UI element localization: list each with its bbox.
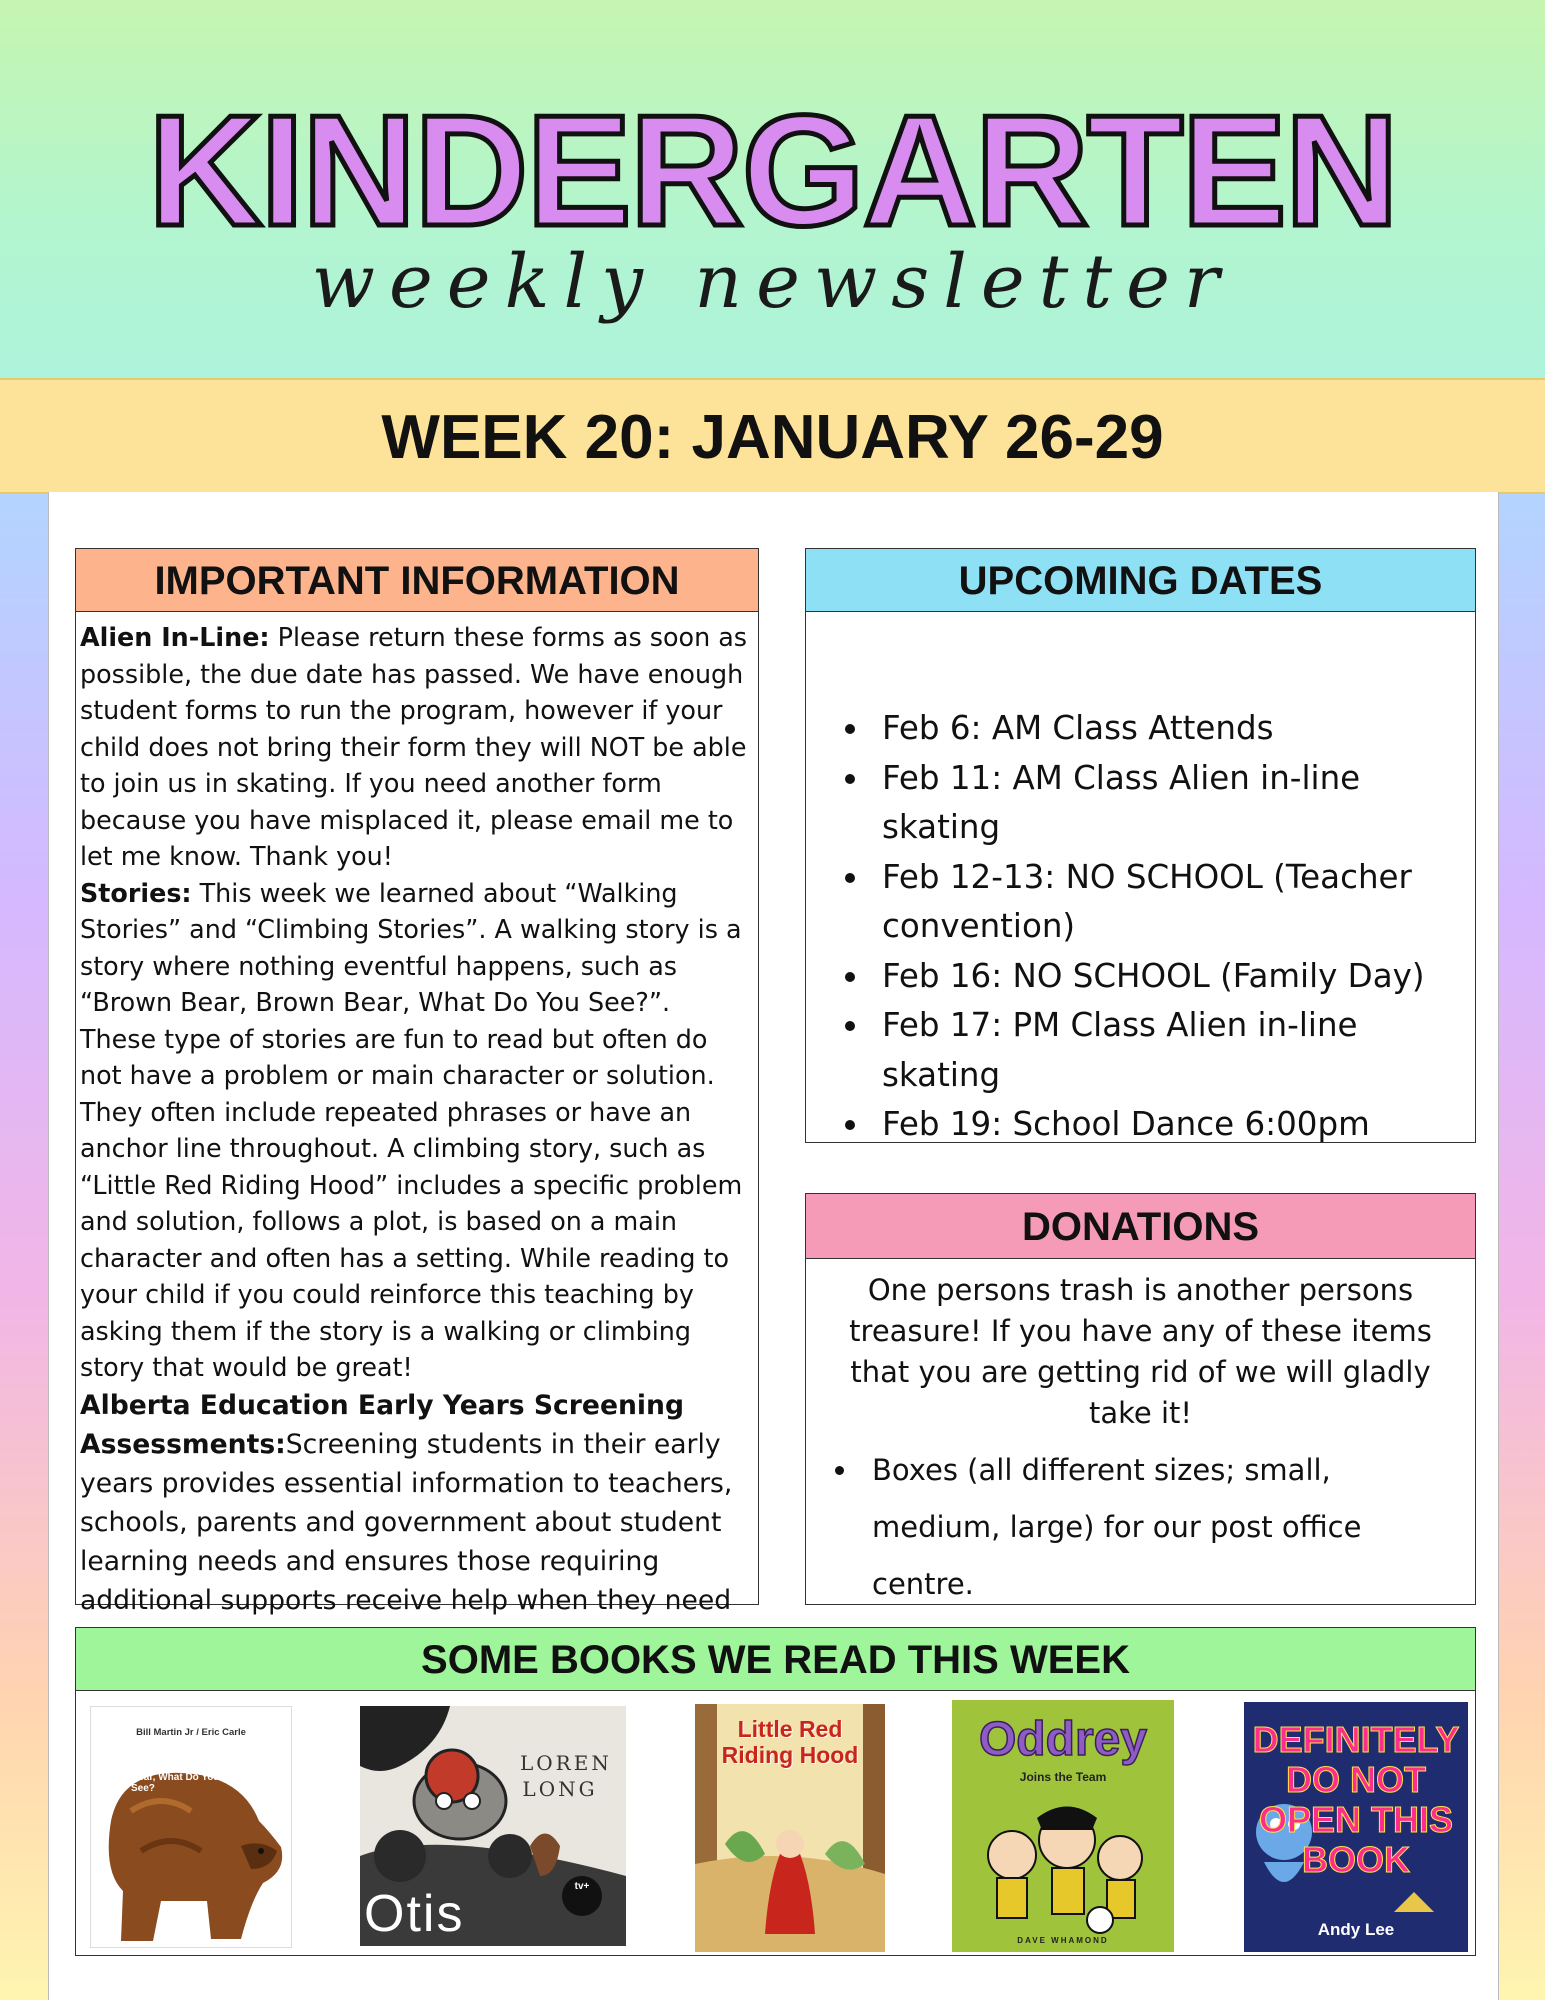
header-banner (0, 0, 1545, 378)
oddrey-title: Oddrey (978, 1713, 1148, 1766)
week-banner (0, 378, 1545, 494)
upcoming-dates-box (805, 548, 1476, 1143)
oddrey-author: DAVE WHAMOND (1017, 1936, 1109, 1945)
brown-bear-title: Brown Bear, Brown Bear, What Do You See? (131, 1761, 224, 1794)
important-information-heading: IMPORTANT INFORMATION (76, 549, 758, 612)
screening-label: Alberta Education Early Years Screening Assessments: (80, 1389, 684, 1460)
definitely-title: DEFINITELY DO NOT OPEN THIS BOOK (1252, 1719, 1460, 1880)
newsletter-subtitle: weekly newsletter (311, 239, 1234, 325)
newsletter-title: KINDERGARTEN (148, 83, 1397, 259)
otis-title: Otis (364, 1885, 465, 1943)
date-item: • Feb 12-13: NO SCHOOL (Teacher convention) (872, 853, 1475, 952)
date-item: • Feb 16: NO SCHOOL (Family Day) (872, 952, 1475, 1002)
books-heading: SOME BOOKS WE READ THIS WEEK (76, 1628, 1475, 1691)
stories-text: This week we learned about “Walking Stories” and “Climbing Stories”. A walking story is a story where nothing eventful happens, such as “Brown Bear, Brown Bear, What Do You See?”. These type of stories are fun to read but often do not have a problem or main character or solution. They often include repeated phrases or have an anchor line throughout. A climbing story, such as “Little Red Riding Hood” includes a specific problem and solution, follows a plot, is based on a main character and often has a setting. While reading to your child if you could reinforce this teaching by asking them if the story is a walking or climbing story that would be great! (80, 877, 743, 1382)
upcoming-dates-heading: UPCOMING DATES (806, 549, 1475, 612)
books-box (75, 1627, 1476, 1956)
important-information-body (80, 619, 754, 1659)
donations-box (805, 1193, 1476, 1605)
book-cover-oddrey (952, 1700, 1174, 1952)
date-item: • Feb 6: AM Class Attends (872, 704, 1475, 754)
screening-text: Screening students in their early years provides essential information to teachers, schools, parents and government about student learning needs and ensures those requiring additional supports receive help when they need (80, 1428, 733, 1616)
date-item: • Feb 19: School Dance 6:00pm (872, 1100, 1475, 1150)
stories-paragraph (80, 875, 754, 1386)
otis-badge: tv+ (574, 1881, 590, 1892)
alien-label: Alien In-Line: (80, 622, 270, 652)
week-label: WEEK 20: JANUARY 26-29 (381, 403, 1164, 472)
date-item: • Feb 11: AM Class Alien in-line skating (872, 754, 1475, 853)
book-cover-otis (360, 1706, 626, 1946)
donations-heading: DONATIONS (806, 1194, 1475, 1259)
otis-author: LOREN LONG (520, 1751, 612, 1801)
donation-item: • Boxes (all different sizes; small, medium, large) for our post office centre. (860, 1442, 1465, 1613)
alien-text: Please return these forms as soon as possible, the due date has passed. We have enough student forms to run the program, however if your child does not bring their form they will NOT be able to join us in skating. If you need another form because you have misplaced it, please email me to let me know. Thank you! (80, 622, 748, 871)
donations-list (824, 1442, 1465, 1613)
important-information-box (75, 548, 759, 1616)
oddrey-subtitle: Joins the Team (1019, 1770, 1107, 1784)
alien-paragraph (80, 619, 754, 875)
book-cover-little-red-riding-hood (695, 1704, 885, 1952)
donations-text: One persons trash is another persons treasure! If you have any of these items that you are getting rid of we will gladly take it! (849, 1273, 1432, 1430)
date-item: • Feb 17: PM Class Alien in-line skating (872, 1001, 1475, 1100)
upcoming-dates-list (836, 704, 1475, 1150)
definitely-author: Andy Lee (1317, 1920, 1395, 1939)
brown-bear-authors: Bill Martin Jr / Eric Carle (136, 1727, 246, 1738)
screening-paragraph (80, 1386, 754, 1659)
book-cover-definitely-do-not-open (1244, 1702, 1468, 1952)
little-red-title: Little Red Riding Hood (721, 1716, 859, 1768)
book-cover-brown-bear (90, 1706, 292, 1948)
stories-label: Stories: (80, 877, 192, 908)
